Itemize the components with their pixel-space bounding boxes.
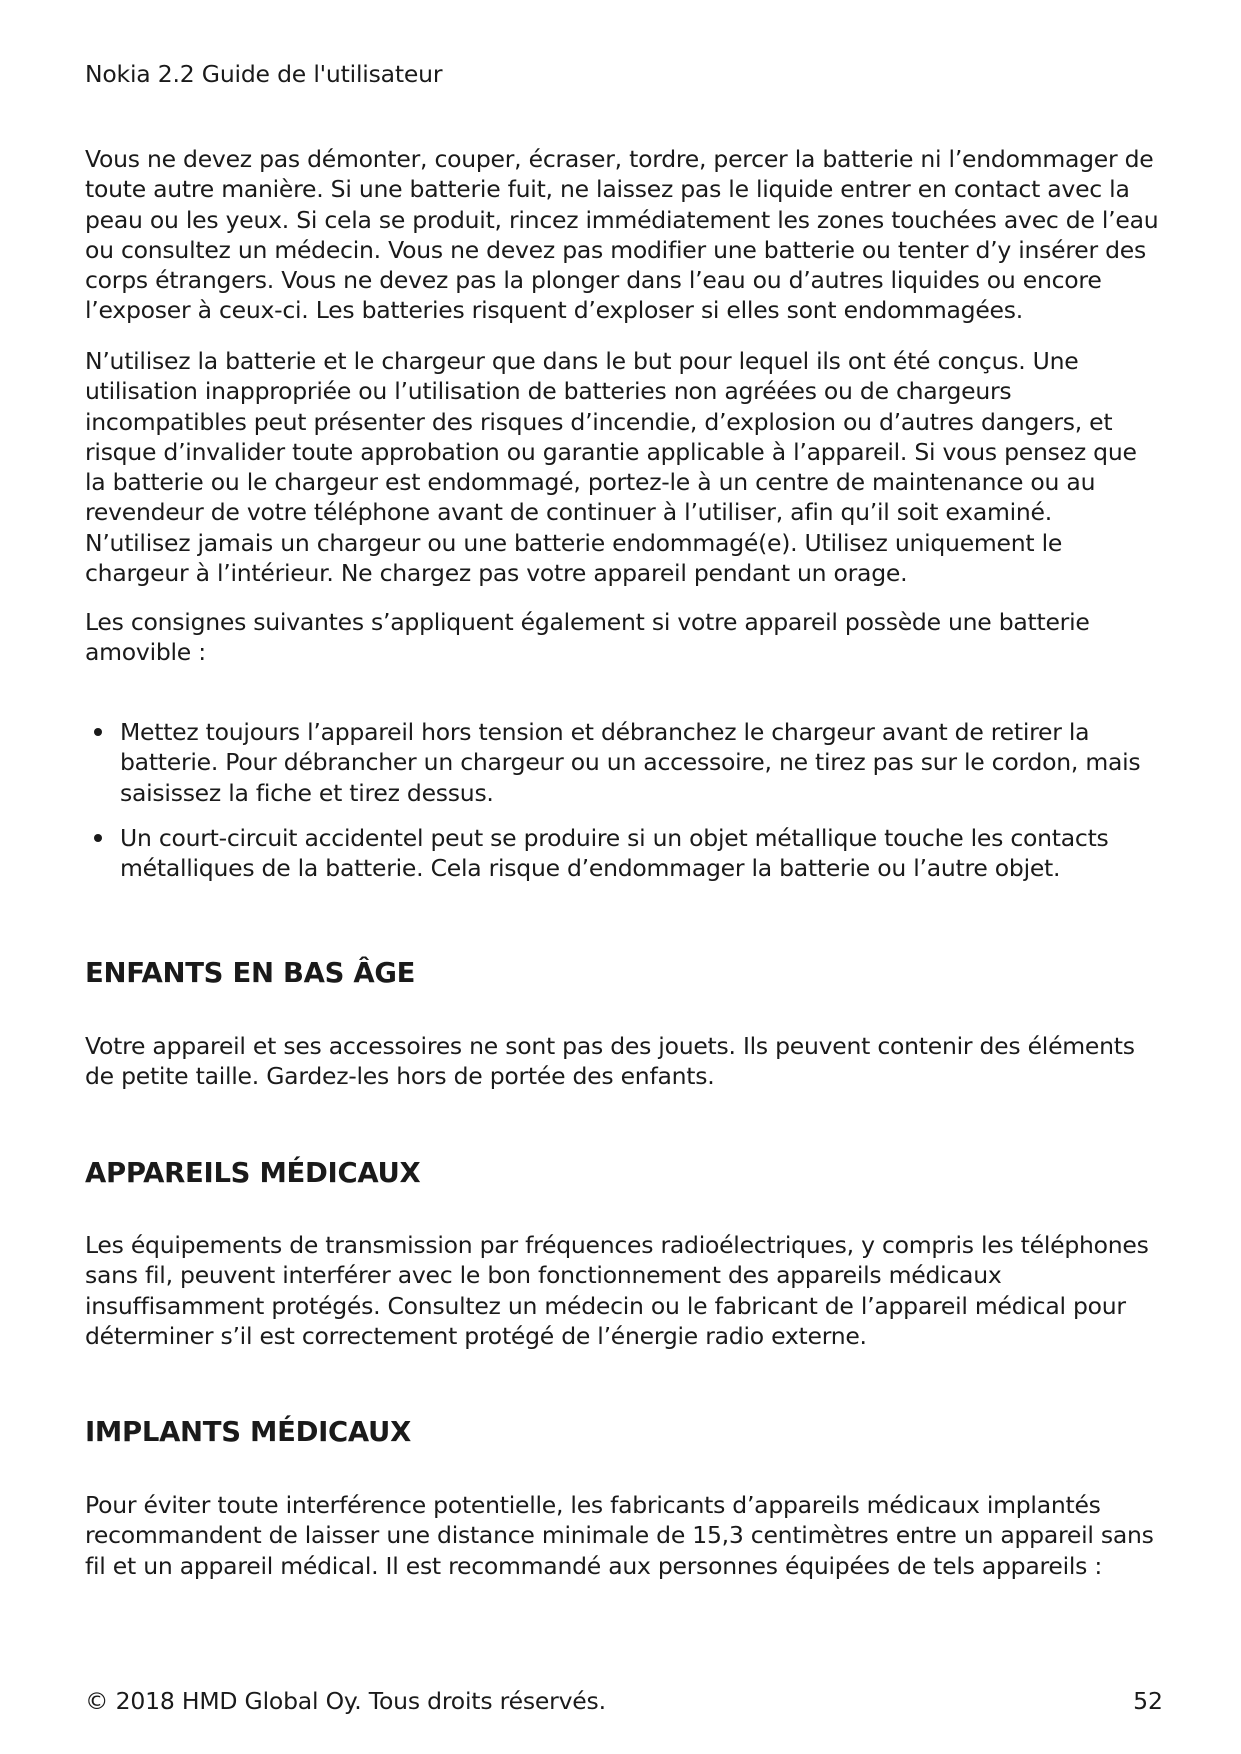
- section-heading-children: ENFANTS EN BAS ÂGE: [85, 957, 416, 989]
- bullet-item: [85, 823, 1163, 884]
- bullet-icon: [94, 834, 102, 842]
- bullet-icon: [94, 728, 102, 736]
- section-heading-medical-devices: APPAREILS MÉDICAUX: [85, 1157, 421, 1189]
- battery-paragraph-2: N’utilisez la batterie et le chargeur que dans le but pour lequel ils ont été conçus. Une utilisation inappropriée ou l’utilisation de batteries non agréées ou de chargeurs incompatibles peut présenter des risques d’incendie, d’explosion ou d’autres dangers, et risque d’invalider toute approbation ou garantie applicable à l’appareil. Si vous pensez que la batterie ou le chargeur est endommagé, portez-le à un centre de maintenance ou au revendeur de votre téléphone avant de continuer à l’utiliser, afin qu’il soit examiné. N’utilisez jamais un chargeur ou une batterie endommagé(e). Utilisez uniquement le chargeur à l’intérieur. Ne chargez pas votre appareil pendant un orage.: [85, 347, 1137, 588]
- children-paragraph: Votre appareil et ses accessoires ne sont pas des jouets. Ils peuvent contenir des éléments de petite taille. Gardez-les hors de portée des enfants.: [85, 1032, 1135, 1091]
- section-heading-medical-implants: IMPLANTS MÉDICAUX: [85, 1416, 411, 1448]
- bullet-text: Un court-circuit accidentel peut se produire si un objet métallique touche les contacts métalliques de la batterie. Cela risque d’endommager la batterie ou l’autre objet.: [120, 823, 1109, 883]
- battery-paragraph-3: Les consignes suivantes s’appliquent également si votre appareil possède une batterie amovible :: [85, 608, 1090, 667]
- footer-copyright: © 2018 HMD Global Oy. Tous droits réservés.: [85, 1687, 606, 1715]
- medical-implants-paragraph: Pour éviter toute interférence potentielle, les fabricants d’appareils médicaux implantés recommandent de laisser une distance minimale de 15,3 centimètres entre un appareil sans fil et un appareil médical. Il est recommandé aux personnes équipées de tels appareils :: [85, 1491, 1154, 1580]
- battery-bullet-list: [85, 717, 1163, 883]
- bullet-text: Mettez toujours l’appareil hors tension et débranchez le chargeur avant de retirer la batterie. Pour débrancher un chargeur ou un accessoire, ne tirez pas sur le cordon, mais saisissez la fiche et tirez dessus.: [120, 718, 1141, 807]
- page-number: 52: [1133, 1687, 1163, 1715]
- medical-devices-paragraph: Les équipements de transmission par fréquences radioélectriques, y compris les téléphones sans fil, peuvent interférer avec le bon fonctionnement des appareils médicaux insuffisamment protégés. Consultez un médecin ou le fabricant de l’appareil médical pour déterminer s’il est correctement protégé de l’énergie radio externe.: [85, 1231, 1149, 1350]
- bullet-item: [85, 717, 1163, 808]
- battery-paragraph-1: Vous ne devez pas démonter, couper, écraser, tordre, percer la batterie ni l’endommager de toute autre manière. Si une batterie fuit, ne laissez pas le liquide entrer en contact avec la peau ou les yeux. Si cela se produit, rincez immédiatement les zones touchées avec de l’eau ou consultez un médecin. Vous ne devez pas modifier une batterie ou tenter d’y insérer des corps étrangers. Vous ne devez pas la plonger dans l’eau ou d’autres liquides ou encore l’exposer à ceux-ci. Les batteries risquent d’exploser si elles sont endommagées.: [85, 145, 1159, 325]
- running-header-title: Nokia 2.2 Guide de l'utilisateur: [85, 60, 443, 88]
